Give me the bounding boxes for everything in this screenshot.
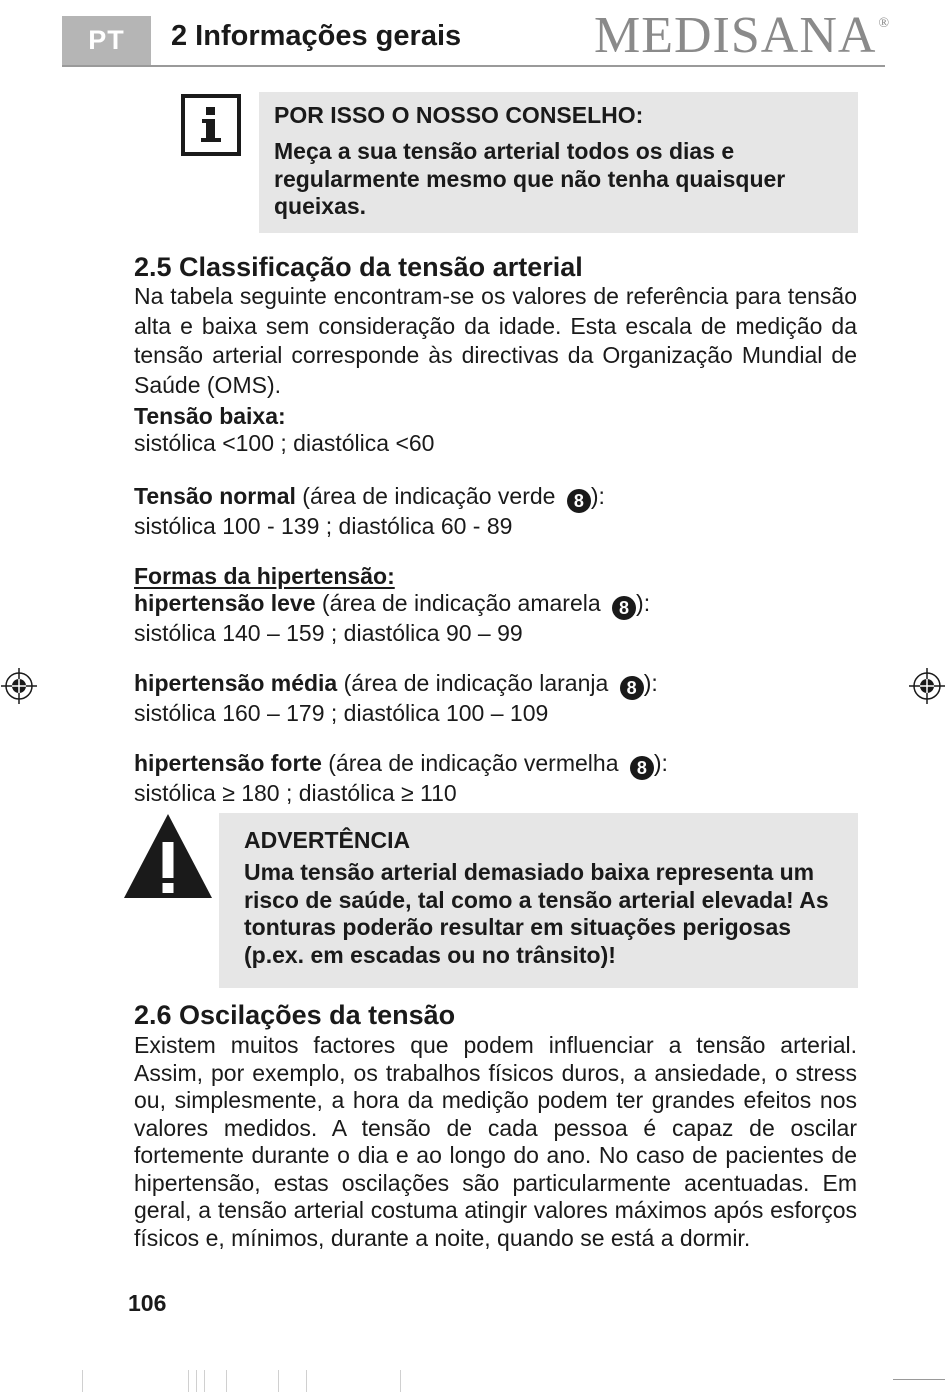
print-mark [278, 1370, 279, 1392]
section-heading: 2.5 Classificação da tensão arterial [134, 252, 583, 282]
indicator-badge: 8 [612, 596, 636, 620]
advice-text: Meça a sua tensão arterial todos os dias e regularmente mesmo que não tenha quaisquer queixas. [274, 138, 786, 219]
indicator-badge: 8 [620, 676, 644, 700]
info-icon [181, 94, 241, 156]
chapter-title: 2 Informações gerais [171, 20, 462, 52]
print-mark [400, 1370, 401, 1392]
normal-pressure-label: Tensão normal [134, 483, 296, 509]
brand-name: MEDISANA [594, 7, 877, 64]
moderate-hypertension-desc: (área de indicação laranja [337, 670, 615, 696]
hypertension-forms-heading: Formas da hipertensão: [134, 563, 395, 589]
section-text: Existem muitos factores que podem influenciar a tensão arterial. Assim, por exemplo, os trabalhos físicos duros, a ansiedade, o stress ou, simplesmente, a hora da medição podem ter grandes efeitos nos valores medidos. A tensão de cada pessoa é capaz de oscilar fortemente durante o dia e ao longo do ano. No caso de pacientes de hipertensão, estas oscilações são particularmente acentuadas. Em geral, a tensão arterial costuma atingir valores máximos após esforços físicos e, mínimos, durante a noite, quando se está a dormir. [134, 1032, 857, 1251]
section-heading: 2.6 Oscilações da tensão [134, 1000, 456, 1030]
crop-mark [893, 1379, 945, 1380]
moderate-hypertension-values: sistólica 160 – 179 ; diastólica 100 – 109 [134, 700, 549, 726]
normal-pressure-line [134, 483, 857, 513]
moderate-hypertension-line [134, 670, 857, 700]
low-pressure-values: sistólica <100 ; diastólica <60 [134, 430, 435, 456]
registration-mark-right [909, 668, 945, 704]
warning-title: ADVERTÊNCIA [244, 827, 411, 853]
warning-icon [122, 812, 214, 900]
language-tab: PT [62, 16, 151, 65]
header-divider [62, 65, 885, 67]
severe-hypertension-line [134, 750, 857, 780]
moderate-hypertension-close: ): [643, 670, 658, 696]
print-mark [82, 1370, 83, 1392]
normal-pressure-desc: (área de indicação verde [295, 483, 562, 509]
severe-hypertension-values: sistólica ≥ 180 ; diastólica ≥ 110 [134, 780, 457, 806]
moderate-hypertension-label: hipertensão média [134, 670, 338, 696]
hypertension-forms-block [134, 563, 857, 647]
advice-box [259, 92, 858, 233]
registration-mark-left [1, 668, 37, 704]
severe-hypertension-block [134, 750, 857, 807]
print-mark [306, 1370, 307, 1392]
print-mark [204, 1370, 205, 1392]
print-mark [226, 1370, 227, 1392]
mild-hypertension-label: hipertensão leve [134, 590, 316, 616]
severe-hypertension-close: ): [653, 750, 668, 776]
warning-text: Uma tensão arterial demasiado baixa representa um risco de saúde, tal como a tensão arterial elevada! As tonturas poderão resultar em situações perigosas (p.ex. em escadas ou no trânsito)! [244, 859, 829, 968]
section-2-5 [134, 252, 857, 400]
mild-hypertension-close: ): [636, 590, 651, 616]
section-intro: Na tabela seguinte encontram-se os valores de referência para tensão alta e baixa sem consideração da idade. Esta escala de medição da tensão arterial corresponde às directivas da Organização Mundial de Saúde (OMS). [134, 283, 857, 398]
normal-pressure-close: ): [590, 483, 605, 509]
mild-hypertension-line [134, 590, 857, 620]
advice-title: POR ISSO O NOSSO CONSELHO: [274, 102, 644, 128]
page-number: 106 [128, 1290, 167, 1316]
print-mark [196, 1370, 197, 1392]
indicator-badge: 8 [630, 756, 654, 780]
moderate-hypertension-block [134, 670, 857, 727]
mild-hypertension-desc: (área de indicação amarela [315, 590, 608, 616]
low-pressure-block [134, 403, 857, 457]
mild-hypertension-values: sistólica 140 – 159 ; diastólica 90 – 99 [134, 620, 523, 646]
section-2-6 [134, 1000, 857, 1252]
severe-hypertension-desc: (área de indicação vermelha [321, 750, 625, 776]
warning-box [219, 813, 858, 988]
brand-logo [594, 6, 890, 65]
print-mark [188, 1370, 189, 1392]
low-pressure-label: Tensão baixa: [134, 403, 286, 429]
severe-hypertension-label: hipertensão forte [134, 750, 322, 776]
normal-pressure-values: sistólica 100 - 139 ; diastólica 60 - 89 [134, 513, 513, 539]
indicator-badge: 8 [567, 489, 591, 513]
registered-mark: ® [878, 16, 891, 31]
normal-pressure-block [134, 483, 857, 540]
